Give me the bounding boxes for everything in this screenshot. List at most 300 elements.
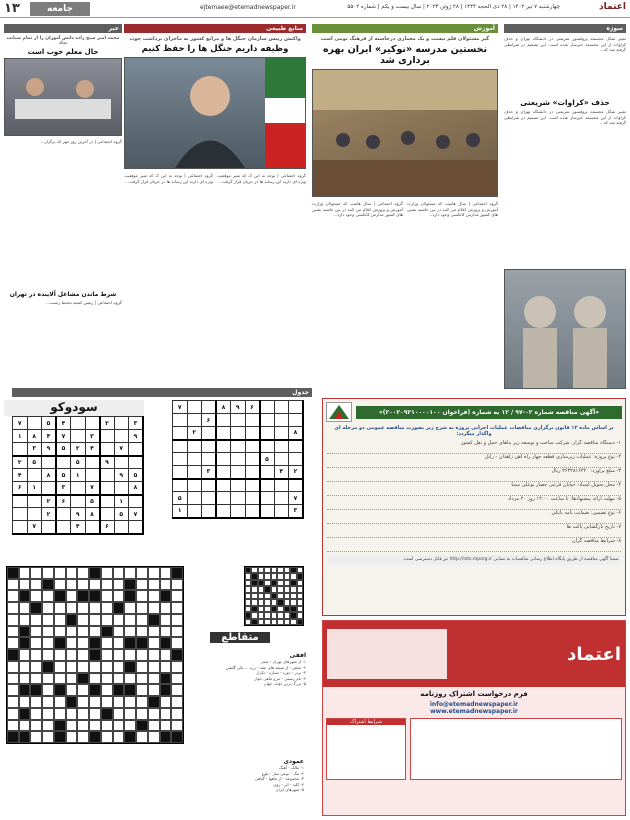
crossword-cell[interactable] [42,649,54,661]
sudoku-cell[interactable]: ۸ [27,430,42,443]
sudoku-cell[interactable] [71,482,86,495]
sudoku-cell[interactable] [85,456,100,469]
crossword-cell[interactable] [101,708,113,720]
sudoku-cell[interactable]: ۶ [13,482,28,495]
sudoku-cell[interactable]: ۳ [27,443,42,456]
crossword-cell[interactable] [54,720,66,732]
crossword-cell[interactable] [136,720,148,732]
crossword-cell[interactable] [77,626,89,638]
crossword-cell[interactable] [160,649,172,661]
crossword-cell[interactable] [7,708,19,720]
crossword-cell[interactable] [89,720,101,732]
crossword-cell[interactable] [101,684,113,696]
crossword-cell[interactable] [113,637,125,649]
sudoku-cell[interactable] [13,508,28,521]
crossword-cell[interactable] [42,731,54,743]
crossword-cell[interactable] [101,720,113,732]
crossword-cell[interactable] [171,602,183,614]
crossword-cell[interactable] [66,661,78,673]
crossword-cell[interactable] [89,708,101,720]
crossword-cell[interactable] [89,649,101,661]
crossword-cell[interactable] [89,684,101,696]
crossword-cell[interactable] [124,649,136,661]
crossword-cell[interactable] [66,649,78,661]
sudoku-cell[interactable] [114,521,129,534]
crossword-cell[interactable] [7,567,19,579]
crossword-cell[interactable] [54,684,66,696]
crossword-cell[interactable] [77,649,89,661]
crossword-cell[interactable] [42,567,54,579]
sudoku-cell[interactable]: ۴ [71,521,86,534]
crossword-cell[interactable] [42,590,54,602]
subscription-email[interactable]: info@etemadnewspaper.ir [429,701,519,708]
crossword-cell[interactable] [42,579,54,591]
sudoku-cell[interactable] [85,417,100,430]
sudoku-cell[interactable]: ۳ [129,417,144,430]
crossword-cell[interactable] [19,720,31,732]
crossword-cell[interactable] [148,731,160,743]
sudoku-cell[interactable] [13,521,28,534]
crossword-cell[interactable] [7,590,19,602]
crossword-cell[interactable] [42,684,54,696]
crossword-cell[interactable] [113,567,125,579]
crossword-cell[interactable] [66,720,78,732]
crossword-cell[interactable] [124,731,136,743]
crossword-cell[interactable] [160,637,172,649]
sudoku-cell[interactable]: ۷ [114,443,129,456]
crossword-cell[interactable] [124,708,136,720]
sudoku-cell[interactable] [42,456,57,469]
sudoku-cell[interactable]: ۵ [114,508,129,521]
crossword-cell[interactable] [171,649,183,661]
crossword-cell[interactable] [30,661,42,673]
crossword-cell[interactable] [171,731,183,743]
crossword-cell[interactable] [77,567,89,579]
crossword-cell[interactable] [42,637,54,649]
crossword-cell[interactable] [54,602,66,614]
crossword-cell[interactable] [171,590,183,602]
sudoku-cell[interactable] [114,482,129,495]
crossword-cell[interactable] [160,614,172,626]
crossword-cell[interactable] [66,708,78,720]
crossword-cell[interactable] [89,696,101,708]
sudoku-cell[interactable]: ۸ [42,469,57,482]
crossword-cell[interactable] [66,590,78,602]
crossword-cell[interactable] [54,731,66,743]
crossword-cell[interactable] [160,567,172,579]
crossword-cell[interactable] [160,708,172,720]
sudoku-cell[interactable] [129,456,144,469]
sudoku-grid[interactable] [12,416,144,535]
sudoku-cell[interactable]: ۷ [27,521,42,534]
sudoku-cell[interactable]: ۲ [13,456,28,469]
crossword-cell[interactable] [77,684,89,696]
crossword-cell[interactable] [160,720,172,732]
crossword-cell[interactable] [148,720,160,732]
crossword-cell[interactable] [171,673,183,685]
sudoku-cell[interactable] [100,430,115,443]
crossword-cell[interactable] [42,673,54,685]
crossword-cell[interactable] [19,673,31,685]
crossword-cell[interactable] [7,661,19,673]
sudoku-cell[interactable]: ۹ [100,456,115,469]
crossword-cell[interactable] [30,590,42,602]
sudoku-cell[interactable]: ۶ [56,495,71,508]
sudoku-cell[interactable] [100,482,115,495]
crossword-cell[interactable] [136,661,148,673]
sudoku-cell[interactable]: ۵ [85,495,100,508]
crossword-cell[interactable] [77,579,89,591]
sudoku-cell[interactable]: ۹ [42,443,57,456]
crossword-cell[interactable] [30,649,42,661]
crossword-cell[interactable] [113,579,125,591]
crossword-cell[interactable] [124,684,136,696]
crossword-cell[interactable] [148,614,160,626]
crossword-cell[interactable] [7,696,19,708]
crossword-cell[interactable] [66,626,78,638]
crossword-cell[interactable] [66,614,78,626]
crossword-cell[interactable] [42,720,54,732]
crossword-cell[interactable] [124,637,136,649]
crossword-cell[interactable] [136,731,148,743]
crossword-cell[interactable] [171,567,183,579]
crossword-cell[interactable] [54,673,66,685]
crossword-cell[interactable] [101,661,113,673]
crossword-cell[interactable] [136,708,148,720]
crossword-cell[interactable] [101,590,113,602]
crossword-cell[interactable] [124,626,136,638]
crossword-cell[interactable] [124,614,136,626]
sudoku-cell[interactable] [114,456,129,469]
sudoku-cell[interactable] [114,430,129,443]
sudoku-cell[interactable] [42,521,57,534]
sudoku-cell[interactable] [129,521,144,534]
sudoku-cell[interactable] [71,417,86,430]
crossword-cell[interactable] [19,567,31,579]
crossword-cell[interactable] [136,626,148,638]
sudoku-cell[interactable]: ۱ [13,430,28,443]
sudoku-cell[interactable] [129,443,144,456]
crossword-cell[interactable] [160,579,172,591]
sudoku-cell[interactable]: ۲ [71,443,86,456]
crossword-cell[interactable] [113,684,125,696]
crossword-cell[interactable] [66,673,78,685]
crossword-cell[interactable] [148,696,160,708]
crossword-cell[interactable] [89,673,101,685]
crossword-cell[interactable] [113,602,125,614]
sudoku-cell[interactable]: ۱ [71,469,86,482]
crossword-cell[interactable] [160,696,172,708]
sudoku-cell[interactable]: ۸ [129,482,144,495]
crossword-cell[interactable] [136,590,148,602]
crossword-cell[interactable] [54,708,66,720]
crossword-cell[interactable] [124,720,136,732]
crossword-cell[interactable] [30,708,42,720]
crossword-cell[interactable] [19,637,31,649]
sudoku-cell[interactable] [85,469,100,482]
crossword-cell[interactable] [7,579,19,591]
crossword-cell[interactable] [171,720,183,732]
sudoku-cell[interactable] [56,456,71,469]
crossword-cell[interactable] [148,673,160,685]
crossword-cell[interactable] [19,590,31,602]
crossword-cell[interactable] [124,673,136,685]
sudoku-cell[interactable]: ۵ [129,469,144,482]
crossword-cell[interactable] [19,661,31,673]
header-email[interactable]: ejtemaee@etemadnewspaper.ir [200,4,296,11]
crossword-cell[interactable] [7,731,19,743]
sudoku-cell[interactable]: ۹ [71,508,86,521]
crossword-cell[interactable] [30,567,42,579]
sudoku-cell[interactable]: ۱ [27,482,42,495]
sudoku-cell[interactable]: ۳ [56,482,71,495]
crossword-cell[interactable] [77,696,89,708]
crossword-cell[interactable] [124,661,136,673]
crossword-cell[interactable] [66,602,78,614]
crossword-cell[interactable] [101,731,113,743]
crossword-cell[interactable] [7,637,19,649]
crossword-cell[interactable] [30,731,42,743]
crossword-cell[interactable] [77,708,89,720]
sudoku-cell[interactable]: ۴ [56,417,71,430]
sudoku-cell[interactable] [85,521,100,534]
crossword-cell[interactable] [54,614,66,626]
sudoku-cell[interactable] [56,521,71,534]
sudoku-cell[interactable] [56,508,71,521]
sudoku-cell[interactable] [100,495,115,508]
crossword-cell[interactable] [77,661,89,673]
sudoku-cell[interactable] [27,508,42,521]
crossword-cell[interactable] [54,649,66,661]
crossword-cell[interactable] [30,579,42,591]
sudoku-cell[interactable] [27,469,42,482]
crossword-cell[interactable] [42,602,54,614]
crossword-cell[interactable] [19,684,31,696]
sudoku-cell[interactable]: ۷ [85,482,100,495]
crossword-cell[interactable] [54,590,66,602]
crossword-cell[interactable] [54,626,66,638]
crossword-cell[interactable] [89,614,101,626]
crossword-cell[interactable] [101,626,113,638]
crossword-cell[interactable] [101,602,113,614]
subscription-website[interactable]: www.etemadnewspaper.ir [430,708,518,715]
crossword-cell[interactable] [19,579,31,591]
crossword-cell[interactable] [66,567,78,579]
sudoku-cell[interactable]: ۷ [13,417,28,430]
crossword-cell[interactable] [113,649,125,661]
crossword-cell[interactable] [171,637,183,649]
crossword-cell[interactable] [89,731,101,743]
crossword-cell[interactable] [113,708,125,720]
crossword-cell[interactable] [113,661,125,673]
sudoku-cell[interactable] [13,443,28,456]
crossword-cell[interactable] [30,720,42,732]
crossword-cell[interactable] [101,696,113,708]
crossword-cell[interactable] [136,673,148,685]
crossword-cell[interactable] [148,602,160,614]
crossword-cell[interactable] [124,590,136,602]
crossword-cell[interactable] [89,579,101,591]
crossword-cell[interactable] [7,614,19,626]
crossword-cell[interactable] [7,649,19,661]
sudoku-cell[interactable]: ۷ [129,508,144,521]
crossword-cell[interactable] [77,590,89,602]
sudoku-cell[interactable]: ۹ [114,469,129,482]
sudoku-cell[interactable] [71,495,86,508]
crossword-cell[interactable] [66,684,78,696]
sudoku-cell[interactable] [114,417,129,430]
sudoku-cell[interactable]: ۶ [100,521,115,534]
crossword-cell[interactable] [77,720,89,732]
crossword-cell[interactable] [148,649,160,661]
crossword-cell[interactable] [101,567,113,579]
crossword-cell[interactable] [160,602,172,614]
crossword-cell[interactable] [148,590,160,602]
crossword-cell[interactable] [42,661,54,673]
crossword-cell[interactable] [30,602,42,614]
sudoku-cell[interactable] [42,482,57,495]
crossword-cell[interactable] [124,602,136,614]
crossword-cell[interactable] [124,696,136,708]
crossword-cell[interactable] [19,696,31,708]
sudoku-cell[interactable]: ۷ [56,430,71,443]
crossword-cell[interactable] [89,626,101,638]
crossword-cell[interactable] [7,602,19,614]
crossword-cell[interactable] [148,708,160,720]
crossword-cell[interactable] [89,602,101,614]
crossword-cell[interactable] [124,579,136,591]
crossword-cell[interactable] [19,626,31,638]
crossword-cell[interactable] [113,614,125,626]
crossword-cell[interactable] [66,696,78,708]
crossword-cell[interactable] [19,649,31,661]
crossword-cell[interactable] [101,637,113,649]
crossword-cell[interactable] [148,637,160,649]
sudoku-cell[interactable] [27,495,42,508]
crossword-cell[interactable] [160,661,172,673]
sudoku-cell[interactable]: ۲ [42,495,57,508]
crossword-cell[interactable] [19,708,31,720]
sudoku-cell[interactable] [129,495,144,508]
crossword-cell[interactable] [19,731,31,743]
crossword-cell[interactable] [30,626,42,638]
crossword-cell[interactable] [148,661,160,673]
sudoku-cell[interactable] [100,508,115,521]
crossword-cell[interactable] [136,684,148,696]
sudoku-cell[interactable]: ۵ [42,417,57,430]
sudoku-cell[interactable]: ۵ [56,443,71,456]
crossword-cell[interactable] [54,567,66,579]
sudoku-cell[interactable] [27,417,42,430]
crossword-cell[interactable] [89,637,101,649]
crossword-cell[interactable] [7,684,19,696]
crossword-cell[interactable] [113,590,125,602]
crossword-cell[interactable] [30,673,42,685]
sudoku-cell[interactable]: ۲ [100,417,115,430]
sudoku-cell[interactable] [13,495,28,508]
crossword-cell[interactable] [160,626,172,638]
crossword-cell[interactable] [30,637,42,649]
crossword-cell[interactable] [113,720,125,732]
crossword-cell[interactable] [42,708,54,720]
crossword-cell[interactable] [89,590,101,602]
crossword-cell[interactable] [160,731,172,743]
crossword-cell[interactable] [66,731,78,743]
crossword-cell[interactable] [89,567,101,579]
crossword-cell[interactable] [136,649,148,661]
crossword-cell[interactable] [101,673,113,685]
sudoku-cell[interactable] [100,443,115,456]
crossword-cell[interactable] [7,626,19,638]
crossword-cell[interactable] [171,626,183,638]
crossword-cell[interactable] [171,696,183,708]
crossword-cell[interactable] [136,567,148,579]
sudoku-cell[interactable]: ۹ [129,430,144,443]
crossword-cell[interactable] [77,614,89,626]
crossword-cell[interactable] [54,696,66,708]
crossword-cell[interactable] [7,720,19,732]
sudoku-cell[interactable]: ۴ [42,430,57,443]
crossword-cell[interactable] [77,731,89,743]
crossword-cell[interactable] [148,626,160,638]
crossword-cell[interactable] [160,590,172,602]
sudoku-cell[interactable]: ۳ [85,430,100,443]
crossword-cell[interactable] [101,614,113,626]
sudoku-cell[interactable]: ۴ [13,469,28,482]
sudoku-cell[interactable] [71,430,86,443]
crossword-cell[interactable] [148,579,160,591]
crossword-cell[interactable] [136,696,148,708]
sudoku-cell[interactable]: ۵ [27,456,42,469]
crossword-cell[interactable] [30,684,42,696]
crossword-cell[interactable] [171,684,183,696]
crossword-cell[interactable] [136,602,148,614]
crossword-cell[interactable] [77,637,89,649]
subscription-form-fields[interactable] [410,718,622,780]
crossword-grid[interactable] [6,566,184,744]
crossword-cell[interactable] [113,673,125,685]
crossword-cell[interactable] [66,637,78,649]
sudoku-cell[interactable]: ۲ [42,508,57,521]
crossword-cell[interactable] [171,661,183,673]
crossword-cell[interactable] [160,673,172,685]
crossword-cell[interactable] [101,579,113,591]
sudoku-cell[interactable] [100,469,115,482]
crossword-cell[interactable] [148,684,160,696]
crossword-cell[interactable] [171,614,183,626]
crossword-cell[interactable] [66,579,78,591]
crossword-cell[interactable] [113,731,125,743]
crossword-cell[interactable] [42,614,54,626]
crossword-cell[interactable] [160,684,172,696]
sudoku-cell[interactable]: ۸ [85,508,100,521]
sudoku-cell[interactable]: ۵ [56,469,71,482]
crossword-cell[interactable] [7,673,19,685]
sudoku-cell[interactable]: ۴ [85,443,100,456]
crossword-cell[interactable] [89,661,101,673]
crossword-cell[interactable] [30,614,42,626]
crossword-cell[interactable] [113,696,125,708]
crossword-cell[interactable] [171,579,183,591]
crossword-cell[interactable] [77,673,89,685]
crossword-cell[interactable] [171,708,183,720]
crossword-cell[interactable] [19,602,31,614]
crossword-cell[interactable] [148,567,160,579]
crossword-cell[interactable] [113,626,125,638]
crossword-cell[interactable] [19,614,31,626]
crossword-cell[interactable] [77,602,89,614]
crossword-cell[interactable] [42,696,54,708]
